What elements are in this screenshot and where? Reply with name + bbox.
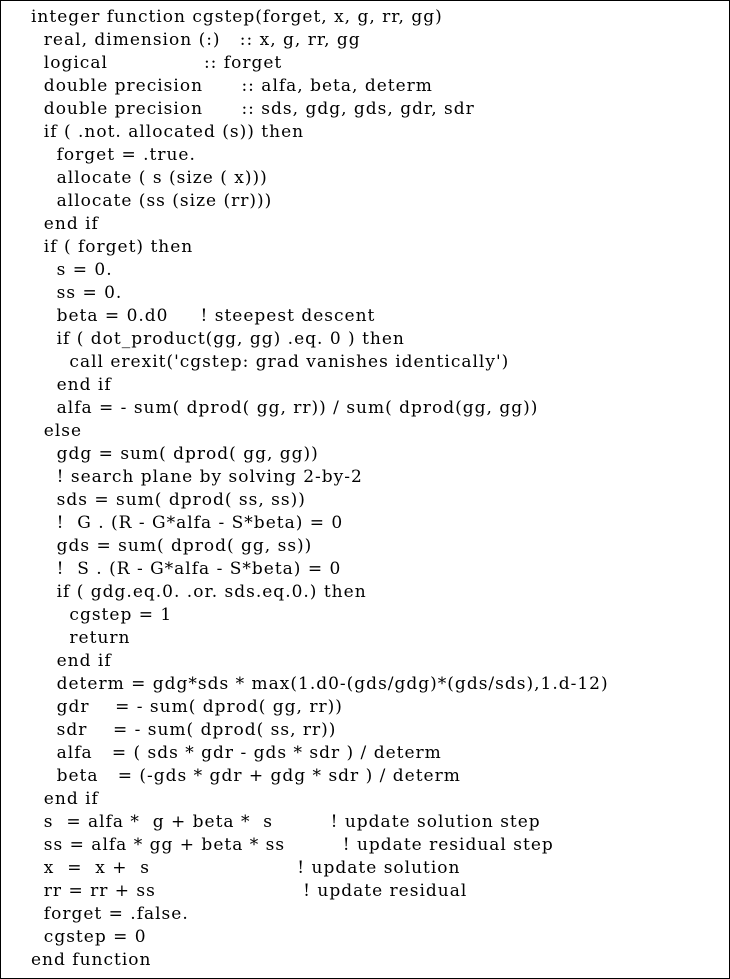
code-line: allocate ( s (size ( x))) — [31, 168, 268, 188]
code-line: ! G . (R - G*alfa - S*beta) = 0 — [31, 513, 344, 533]
code-line: ! search plane by solving 2-by-2 — [31, 467, 363, 487]
code-line: sdr = - sum( dprod( ss, rr)) — [31, 720, 337, 740]
code-line: alfa = - sum( dprod( gg, rr)) / sum( dprod(gg, gg)) — [31, 398, 539, 418]
code-line: return — [31, 628, 131, 648]
code-line: s = 0. — [31, 260, 113, 280]
code-line: ss = alfa * gg + beta * ss ! update residual step — [31, 835, 554, 855]
code-listing — [1, 6, 609, 970]
code-line: if ( gdg.eq.0. .or. sds.eq.0.) then — [31, 582, 367, 602]
code-line: rr = rr + ss ! update residual — [31, 881, 468, 901]
code-line: if ( dot_product(gg, gg) .eq. 0 ) then — [31, 329, 405, 349]
code-line: real, dimension (:) :: x, g, rr, gg — [31, 30, 361, 50]
code-line: gdr = - sum( dprod( gg, rr)) — [31, 697, 343, 717]
code-line: x = x + s ! update solution — [31, 858, 461, 878]
code-line: forget = .true. — [31, 145, 196, 165]
code-line: forget = .false. — [31, 904, 189, 924]
code-line: double precision :: alfa, beta, determ — [31, 76, 433, 96]
code-line: else — [31, 421, 83, 441]
code-line: gdg = sum( dprod( gg, gg)) — [31, 444, 319, 464]
code-line: logical :: forget — [31, 53, 283, 73]
code-line: end if — [31, 214, 99, 234]
code-line: end if — [31, 375, 112, 395]
code-line: cgstep = 1 — [31, 605, 173, 625]
code-line: end if — [31, 651, 112, 671]
code-line: if ( .not. allocated (s)) then — [31, 122, 305, 142]
code-line: gds = sum( dprod( gg, ss)) — [31, 536, 313, 556]
code-line: allocate (ss (size (rr))) — [31, 191, 273, 211]
code-line: double precision :: sds, gdg, gds, gdr, sdr — [31, 99, 475, 119]
code-line: determ = gdg*sds * max(1.d0-(gds/gdg)*(gds/sds),1.d-12) — [31, 674, 609, 694]
code-line: sds = sum( dprod( ss, ss)) — [31, 490, 306, 510]
code-line: ! S . (R - G*alfa - S*beta) = 0 — [31, 559, 342, 579]
code-line: call erexit('cgstep: grad vanishes identically') — [31, 352, 510, 372]
code-line: ss = 0. — [31, 283, 123, 303]
code-line: cgstep = 0 — [31, 927, 147, 947]
code-line: end function — [31, 950, 152, 970]
code-line: alfa = ( sds * gdr - gds * sdr ) / determ — [31, 743, 442, 763]
code-line: beta = (-gds * gdr + gdg * sdr ) / determ — [31, 766, 461, 786]
code-line: end if — [31, 789, 99, 809]
code-line: integer function cgstep(forget, x, g, rr, gg) — [31, 7, 443, 27]
code-line: if ( forget) then — [31, 237, 194, 257]
code-line: beta = 0.d0 ! steepest descent — [31, 306, 376, 326]
code-line: s = alfa * g + beta * s ! update solution step — [31, 812, 541, 832]
